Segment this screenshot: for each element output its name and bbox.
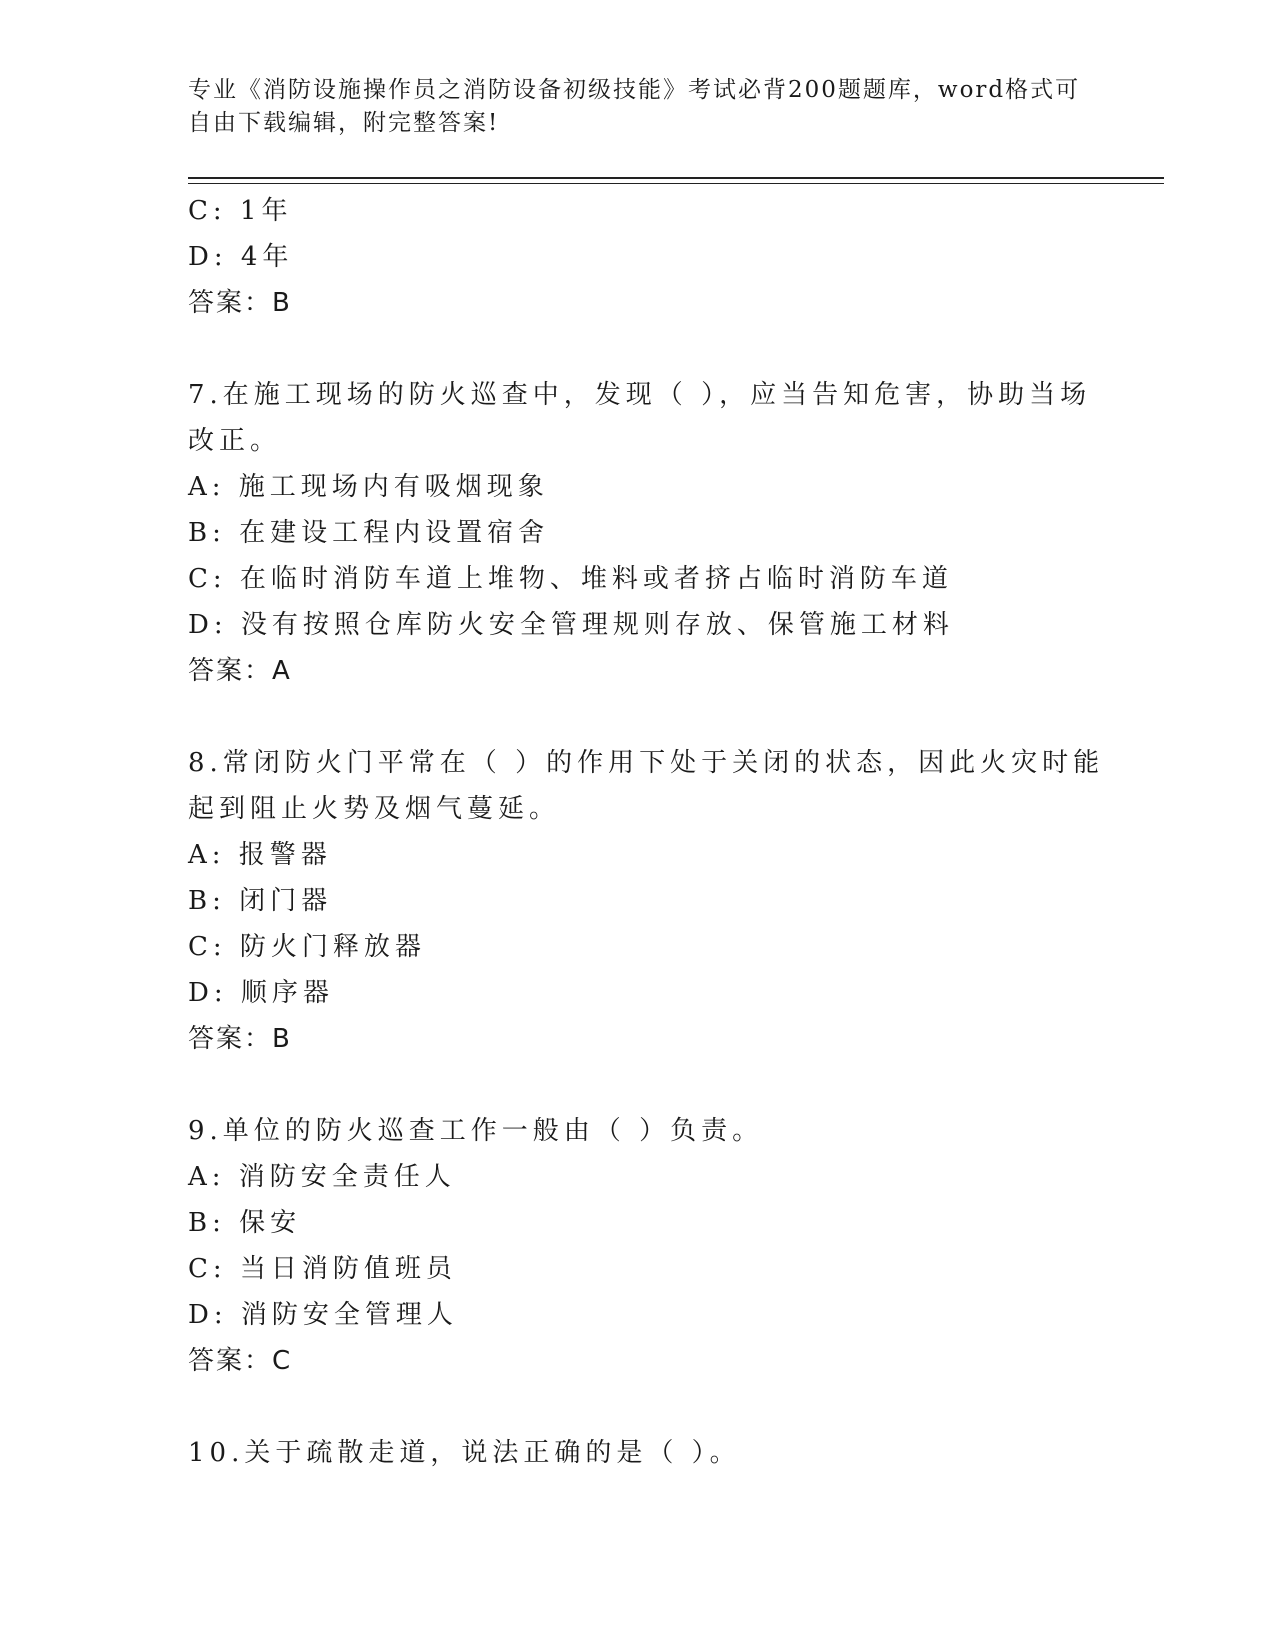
option-b: B: 在建设工程内设置宿舍 (188, 518, 550, 548)
question-8 (188, 740, 1105, 1062)
question-stem: 8.常闭防火门平常在（ ）的作用下处于关闭的状态，因此火灾时能 (188, 748, 1105, 778)
spacer (188, 694, 1088, 740)
option-b: B: 保安 (188, 1208, 302, 1238)
carryover-block (188, 188, 1088, 326)
question-list (188, 188, 1105, 1476)
document-header (188, 74, 1088, 140)
answer-line: 答案：B (188, 288, 292, 318)
header-line-1: 专业《消防设施操作员之消防设备初级技能》考试必背200题题库，word格式可 (188, 77, 1081, 103)
option-d: D: 没有按照仓库防火安全管理规则存放、保管施工材料 (188, 610, 954, 640)
option-d: D: 消防安全管理人 (188, 1300, 458, 1330)
question-stem-continued: 起到阻止火势及烟气蔓延。 (188, 794, 561, 824)
option-c: C: 1年 (188, 196, 293, 226)
option-d: D: 顺序器 (188, 978, 334, 1008)
option-c: C: 防火门释放器 (188, 932, 426, 962)
option-c: C: 在临时消防车道上堆物、堆料或者挤占临时消防车道 (188, 564, 953, 594)
question-7 (188, 372, 1092, 694)
header-divider-thick (188, 177, 1164, 179)
question-stem: 9.单位的防火巡查工作一般由（ ）负责。 (188, 1116, 764, 1146)
header-divider-thin (188, 183, 1164, 184)
question-10 (188, 1430, 1088, 1476)
answer-line: 答案：B (188, 1024, 292, 1054)
option-a: A: 消防安全责任人 (188, 1162, 456, 1192)
option-b: B: 闭门器 (188, 886, 333, 916)
answer-line: 答案：A (188, 656, 292, 686)
answer-line: 答案：C (188, 1346, 293, 1376)
option-d: D: 4年 (188, 242, 294, 272)
question-stem: 10.关于疏散走道，说法正确的是（ ）。 (188, 1438, 741, 1468)
spacer (188, 1384, 1088, 1430)
question-9 (188, 1108, 1088, 1384)
question-stem: 7.在施工现场的防火巡查中，发现（ ），应当告知危害，协助当场 (188, 380, 1092, 410)
spacer (188, 326, 1088, 372)
question-stem-continued: 改正。 (188, 426, 282, 456)
spacer (188, 1062, 1088, 1108)
option-a: A: 施工现场内有吸烟现象 (188, 472, 549, 502)
header-line-2: 自由下载编辑，附完整答案! (188, 110, 500, 136)
option-c: C: 当日消防值班员 (188, 1254, 457, 1284)
option-a: A: 报警器 (188, 840, 332, 870)
